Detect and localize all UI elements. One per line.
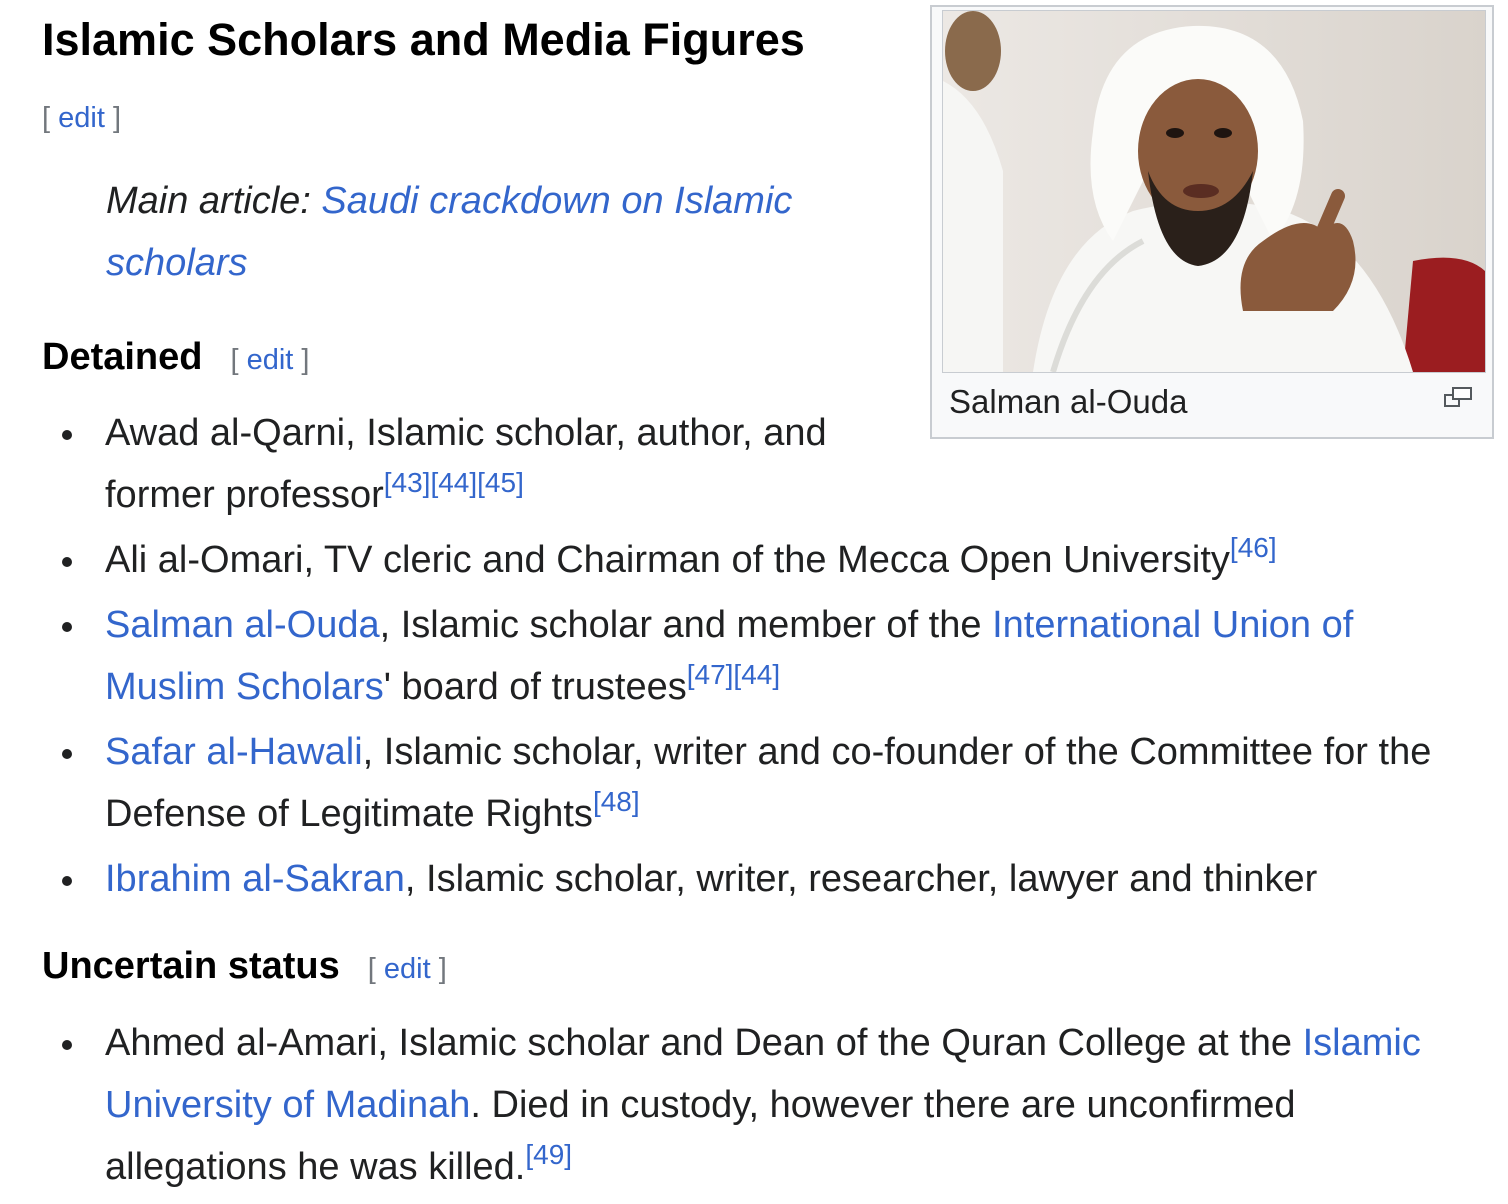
list-item (42, 402, 905, 526)
main-article-link[interactable]: Saudi crackdown on Islamic scholars (106, 180, 793, 284)
portrait-image[interactable] (942, 10, 1486, 373)
item-text: Awad al-Qarni, Islamic scholar, author, and former professor (105, 412, 827, 516)
edit-link[interactable]: edit (58, 102, 105, 134)
item-text: . Died in custody, however there are unconfirmed allegations he was killed. (105, 1084, 1296, 1188)
item-text: , Islamic scholar, writer, researcher, lawyer and thinker (404, 858, 1318, 900)
person-link[interactable]: Safar al-Hawali (105, 731, 363, 773)
edit-bracket-open: [ (230, 344, 247, 376)
detained-heading (42, 336, 310, 379)
uncertain-list (42, 1012, 1482, 1201)
main-article-hatnote (106, 170, 866, 294)
detained-list (42, 402, 1482, 913)
item-text: , Islamic scholar, writer and co-founder of the Committee for the Defense of Legitimate Rights (105, 731, 1432, 835)
list-item (42, 848, 1482, 910)
edit-bracket-close: ] (293, 344, 310, 376)
thumbnail-frame (930, 5, 1494, 439)
citation-ref[interactable]: [49] (525, 1139, 573, 1170)
hatnote-prefix: Main article: (106, 180, 322, 222)
thumbnail-caption: Salman al-Ouda (949, 383, 1188, 420)
edit-link[interactable]: edit (383, 953, 431, 985)
detained-edit (230, 344, 309, 376)
person-link[interactable]: Salman al-Ouda (105, 604, 380, 646)
section-edit-link (42, 102, 121, 135)
item-text: ' board of trustees (383, 666, 687, 708)
person-link[interactable]: Ibrahim al-Sakran (105, 858, 405, 900)
edit-bracket-open: [ (367, 953, 384, 985)
citation-ref[interactable]: [46] (1229, 532, 1277, 563)
list-item (42, 594, 1405, 718)
edit-bracket-close: ] (104, 102, 122, 134)
item-text: Ali al-Omari, TV cleric and Chairman of the Mecca Open University (105, 539, 1230, 581)
university-link[interactable]: Islamic University of Madinah (105, 1022, 1421, 1126)
item-text: , Islamic scholar and member of the (379, 604, 993, 646)
detained-title: Detained (42, 336, 203, 378)
list-item (42, 1012, 1475, 1198)
citation-ref[interactable]: [47][44] (686, 659, 781, 690)
uncertain-title: Uncertain status (42, 945, 340, 987)
uncertain-status-heading (42, 945, 447, 988)
list-item (42, 529, 1482, 591)
edit-bracket-close: ] (430, 953, 447, 985)
citation-ref[interactable]: [43][44][45] (383, 467, 524, 498)
uncertain-edit (368, 953, 447, 985)
portrait-illustration (943, 11, 1485, 372)
item-text: Ahmed al-Amari, Islamic scholar and Dean of the Quran College at the (105, 1022, 1303, 1064)
edit-bracket-open: [ (42, 102, 59, 134)
page-title: Islamic Scholars and Media Figures (42, 14, 805, 65)
edit-link[interactable]: edit (246, 344, 294, 376)
citation-ref[interactable]: [48] (592, 786, 640, 817)
list-item (42, 721, 1485, 845)
organization-link[interactable]: International Union of Muslim Scholars (105, 604, 1354, 708)
